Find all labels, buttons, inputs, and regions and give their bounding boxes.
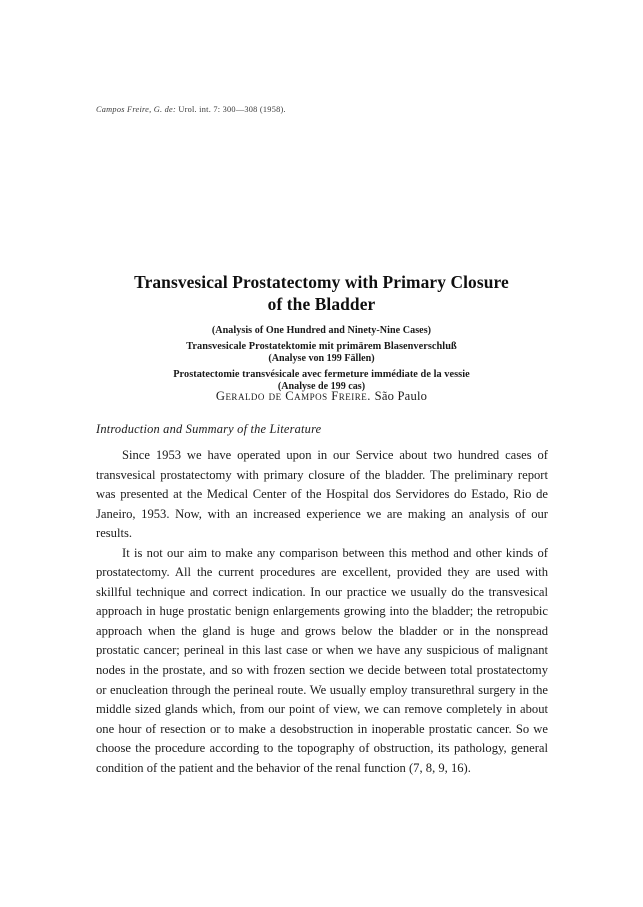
article-title-line-2: of the Bladder bbox=[267, 293, 376, 314]
author-city: São Paulo bbox=[374, 389, 428, 403]
body-paragraph: It is not our aim to make any comparison between this method and other kinds of prostatectomy. All the current procedures are excellent, provided they are used with skillful technique and correct indication. In our practice we usually do the transvesical approach in huge prostatic benign enlargements growing into the bladder; the retropubic approach when the gland is huge and grows below the bladder or in the nonspread prostatic cancer; perineal in this last case or when we have any suspicious of malignant nodes in the prostate, and so with frozen section we decide between total prostatectomy or enucleation through the perineal route. We usually employ transurethral surgery in the middle sized glands which, from our point of view, we can remove completely in about one hour of resection or to make a desobstruction in inoperable prostatic cancer. So we choose the procedure according to the topography of obstruction, its pathology, general condition of the patient and the behavior of the renal function (7, 8, 9, 16). bbox=[96, 545, 548, 775]
article-title bbox=[50, 272, 593, 316]
title-block bbox=[50, 272, 593, 392]
running-citation-header bbox=[96, 105, 556, 114]
citation-source: Urol. int. 7: 300—308 (1958). bbox=[178, 105, 286, 114]
subtitle-french-analysis: (Analyse de 199 cas) bbox=[277, 380, 366, 392]
subtitle-french-title: Prostatectomie transvésicale avec fermeture immédiate de la vessie bbox=[173, 368, 470, 380]
article-title-line-1: Transvesical Prostatectomy with Primary Closure bbox=[134, 272, 509, 292]
body-column bbox=[96, 422, 548, 778]
subtitle-english: (Analysis of One Hundred and Ninety-Nine Cases) bbox=[211, 324, 432, 336]
body-paragraph: Since 1953 we have operated upon in our Service about two hundred cases of transvesical prostatectomy with primary closure of the bladder. The preliminary report was presented at the Medical Center of the Hospital dos Servidores do Estado, Rio de Janeiro, 1953. Now, with an increased experience we are making an analysis of our results. bbox=[96, 448, 548, 541]
subtitle-german-analysis: (Analyse von 199 Fällen) bbox=[268, 352, 375, 364]
author-byline bbox=[50, 389, 593, 404]
author-name: Geraldo de Campos Freire. bbox=[215, 389, 371, 403]
subtitle-german-title: Transvesicale Prostatektomie mit primärem Blasenverschluß bbox=[186, 340, 457, 352]
citation-author: Campos Freire, G. de: bbox=[96, 105, 176, 114]
section-heading-introduction: Introduction and Summary of the Literature bbox=[96, 422, 322, 436]
